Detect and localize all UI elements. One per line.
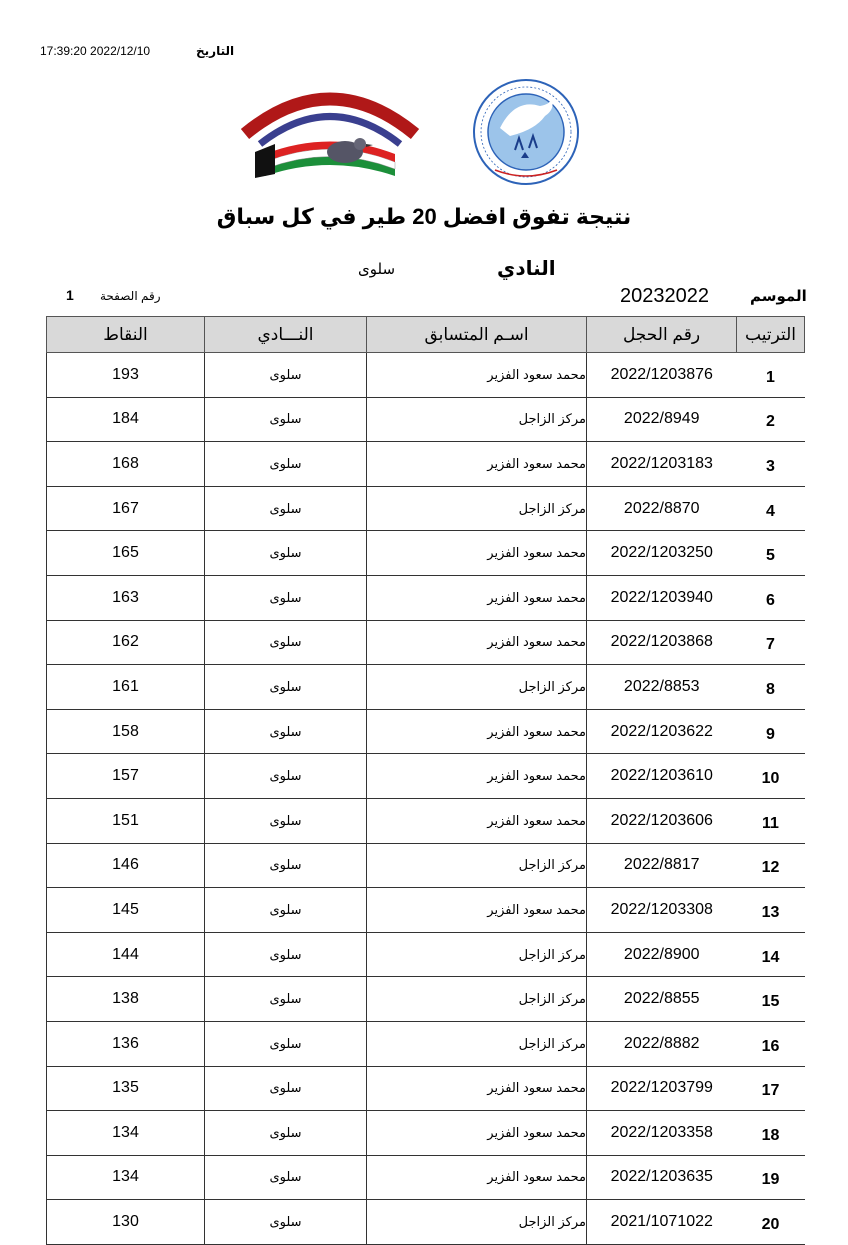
competitor-name-cell: محمد سعود الفزير: [367, 888, 587, 933]
competitor-name-cell: محمد سعود الفزير: [367, 620, 587, 665]
table-row: [47, 620, 805, 665]
club-cell: سلوى: [205, 442, 367, 487]
points-cell: 165: [47, 531, 205, 576]
competitor-name-cell: مركز الزاجل: [367, 977, 587, 1022]
ring-number-cell: 2022/1203250: [587, 531, 737, 576]
rank-cell: 5: [737, 531, 805, 576]
kuwait-racing-pigeon-club-logo: [235, 74, 425, 184]
column-header-name: اسـم المتسابق: [367, 317, 587, 353]
club-cell: سلوى: [205, 620, 367, 665]
ring-number-cell: 2022/8882: [587, 1021, 737, 1066]
ring-number-cell: 2022/1203635: [587, 1155, 737, 1200]
rank-cell: 15: [737, 977, 805, 1022]
points-cell: 134: [47, 1111, 205, 1156]
club-cell: سلوى: [205, 932, 367, 977]
table-row: [47, 1066, 805, 1111]
club-cell: سلوى: [205, 575, 367, 620]
ring-number-cell: 2022/1203183: [587, 442, 737, 487]
table-row: [47, 932, 805, 977]
table-row: [47, 1111, 805, 1156]
competitor-name-cell: مركز الزاجل: [367, 486, 587, 531]
table-row: [47, 709, 805, 754]
column-header-ring: رقم الحجل: [587, 317, 737, 353]
points-cell: 157: [47, 754, 205, 799]
rank-cell: 16: [737, 1021, 805, 1066]
points-cell: 193: [47, 353, 205, 398]
table-row: [47, 397, 805, 442]
competitor-name-cell: محمد سعود الفزير: [367, 575, 587, 620]
results-table: [46, 316, 805, 1245]
points-cell: 168: [47, 442, 205, 487]
ring-number-cell: 2022/8855: [587, 977, 737, 1022]
table-row: [47, 977, 805, 1022]
club-cell: سلوى: [205, 1111, 367, 1156]
points-cell: 146: [47, 843, 205, 888]
table-row: [47, 531, 805, 576]
page-number-label: رقم الصفحة: [100, 289, 161, 303]
club-cell: سلوى: [205, 353, 367, 398]
ring-number-cell: 2021/1071022: [587, 1200, 737, 1245]
points-cell: 151: [47, 798, 205, 843]
rank-cell: 11: [737, 798, 805, 843]
kuwait-federation-racing-pigeon-logo: [465, 78, 587, 190]
rank-cell: 17: [737, 1066, 805, 1111]
table-row: [47, 754, 805, 799]
season-value: 20232022: [620, 285, 709, 307]
competitor-name-cell: مركز الزاجل: [367, 932, 587, 977]
club-cell: سلوى: [205, 888, 367, 933]
points-cell: 167: [47, 486, 205, 531]
rank-cell: 3: [737, 442, 805, 487]
rank-cell: 7: [737, 620, 805, 665]
ring-number-cell: 2022/1203940: [587, 575, 737, 620]
club-cell: سلوى: [205, 1021, 367, 1066]
points-cell: 163: [47, 575, 205, 620]
points-cell: 136: [47, 1021, 205, 1066]
points-cell: 145: [47, 888, 205, 933]
ring-number-cell: 2022/1203606: [587, 798, 737, 843]
ring-number-cell: 2022/1203358: [587, 1111, 737, 1156]
season-label: الموسم: [750, 288, 807, 305]
competitor-name-cell: محمد سعود الفزير: [367, 754, 587, 799]
points-cell: 158: [47, 709, 205, 754]
club-value: سلوى: [358, 261, 396, 278]
competitor-name-cell: محمد سعود الفزير: [367, 531, 587, 576]
club-cell: سلوى: [205, 1200, 367, 1245]
competitor-name-cell: محمد سعود الفزير: [367, 709, 587, 754]
table-row: [47, 888, 805, 933]
table-row: [47, 665, 805, 710]
points-cell: 138: [47, 977, 205, 1022]
ring-number-cell: 2022/8853: [587, 665, 737, 710]
competitor-name-cell: محمد سعود الفزير: [367, 1066, 587, 1111]
column-header-rank: الترتيب: [737, 317, 805, 353]
rank-cell: 18: [737, 1111, 805, 1156]
rank-cell: 12: [737, 843, 805, 888]
rank-cell: 10: [737, 754, 805, 799]
points-cell: 184: [47, 397, 205, 442]
points-cell: 162: [47, 620, 205, 665]
club-cell: سلوى: [205, 798, 367, 843]
rank-cell: 14: [737, 932, 805, 977]
table-row: [47, 486, 805, 531]
club-cell: سلوى: [205, 843, 367, 888]
rank-cell: 20: [737, 1200, 805, 1245]
points-cell: 130: [47, 1200, 205, 1245]
table-row: [47, 575, 805, 620]
points-cell: 134: [47, 1155, 205, 1200]
competitor-name-cell: محمد سعود الفزير: [367, 353, 587, 398]
rank-cell: 2: [737, 397, 805, 442]
competitor-name-cell: محمد سعود الفزير: [367, 442, 587, 487]
competitor-name-cell: محمد سعود الفزير: [367, 798, 587, 843]
club-cell: سلوى: [205, 754, 367, 799]
table-row: [47, 798, 805, 843]
table-header-row: [47, 317, 805, 353]
competitor-name-cell: مركز الزاجل: [367, 1021, 587, 1066]
club-label: النادي: [497, 258, 556, 280]
club-cell: سلوى: [205, 1066, 367, 1111]
club-cell: سلوى: [205, 1155, 367, 1200]
table-row: [47, 442, 805, 487]
points-cell: 161: [47, 665, 205, 710]
ring-number-cell: 2022/1203868: [587, 620, 737, 665]
club-cell: سلوى: [205, 709, 367, 754]
points-cell: 144: [47, 932, 205, 977]
club-cell: سلوى: [205, 486, 367, 531]
club-cell: سلوى: [205, 397, 367, 442]
ring-number-cell: 2022/1203622: [587, 709, 737, 754]
rank-cell: 1: [737, 353, 805, 398]
page-number-value: 1: [66, 287, 74, 303]
ring-number-cell: 2022/1203876: [587, 353, 737, 398]
rank-cell: 19: [737, 1155, 805, 1200]
date-label: التاريخ: [196, 44, 235, 58]
report-title: نتيجة تفوق افضل 20 طير في كل سباق: [216, 204, 632, 229]
report-datetime: 17:39:20 2022/12/10: [40, 44, 151, 58]
ring-number-cell: 2022/1203308: [587, 888, 737, 933]
ring-number-cell: 2022/8900: [587, 932, 737, 977]
table-row: [47, 1021, 805, 1066]
ring-number-cell: 2022/8949: [587, 397, 737, 442]
rank-cell: 4: [737, 486, 805, 531]
competitor-name-cell: مركز الزاجل: [367, 665, 587, 710]
rank-cell: 6: [737, 575, 805, 620]
ring-number-cell: 2022/8817: [587, 843, 737, 888]
rank-cell: 13: [737, 888, 805, 933]
competitor-name-cell: محمد سعود الفزير: [367, 1111, 587, 1156]
club-cell: سلوى: [205, 665, 367, 710]
competitor-name-cell: محمد سعود الفزير: [367, 1155, 587, 1200]
ring-number-cell: 2022/1203799: [587, 1066, 737, 1111]
column-header-points: النقاط: [47, 317, 205, 353]
table-row: [47, 1155, 805, 1200]
points-cell: 135: [47, 1066, 205, 1111]
club-cell: سلوى: [205, 531, 367, 576]
ring-number-cell: 2022/1203610: [587, 754, 737, 799]
table-row: [47, 1200, 805, 1245]
ring-number-cell: 2022/8870: [587, 486, 737, 531]
rank-cell: 9: [737, 709, 805, 754]
rank-cell: 8: [737, 665, 805, 710]
table-row: [47, 353, 805, 398]
table-row: [47, 843, 805, 888]
club-cell: سلوى: [205, 977, 367, 1022]
column-header-club: النـــادي: [205, 317, 367, 353]
competitor-name-cell: مركز الزاجل: [367, 1200, 587, 1245]
competitor-name-cell: مركز الزاجل: [367, 843, 587, 888]
competitor-name-cell: مركز الزاجل: [367, 397, 587, 442]
